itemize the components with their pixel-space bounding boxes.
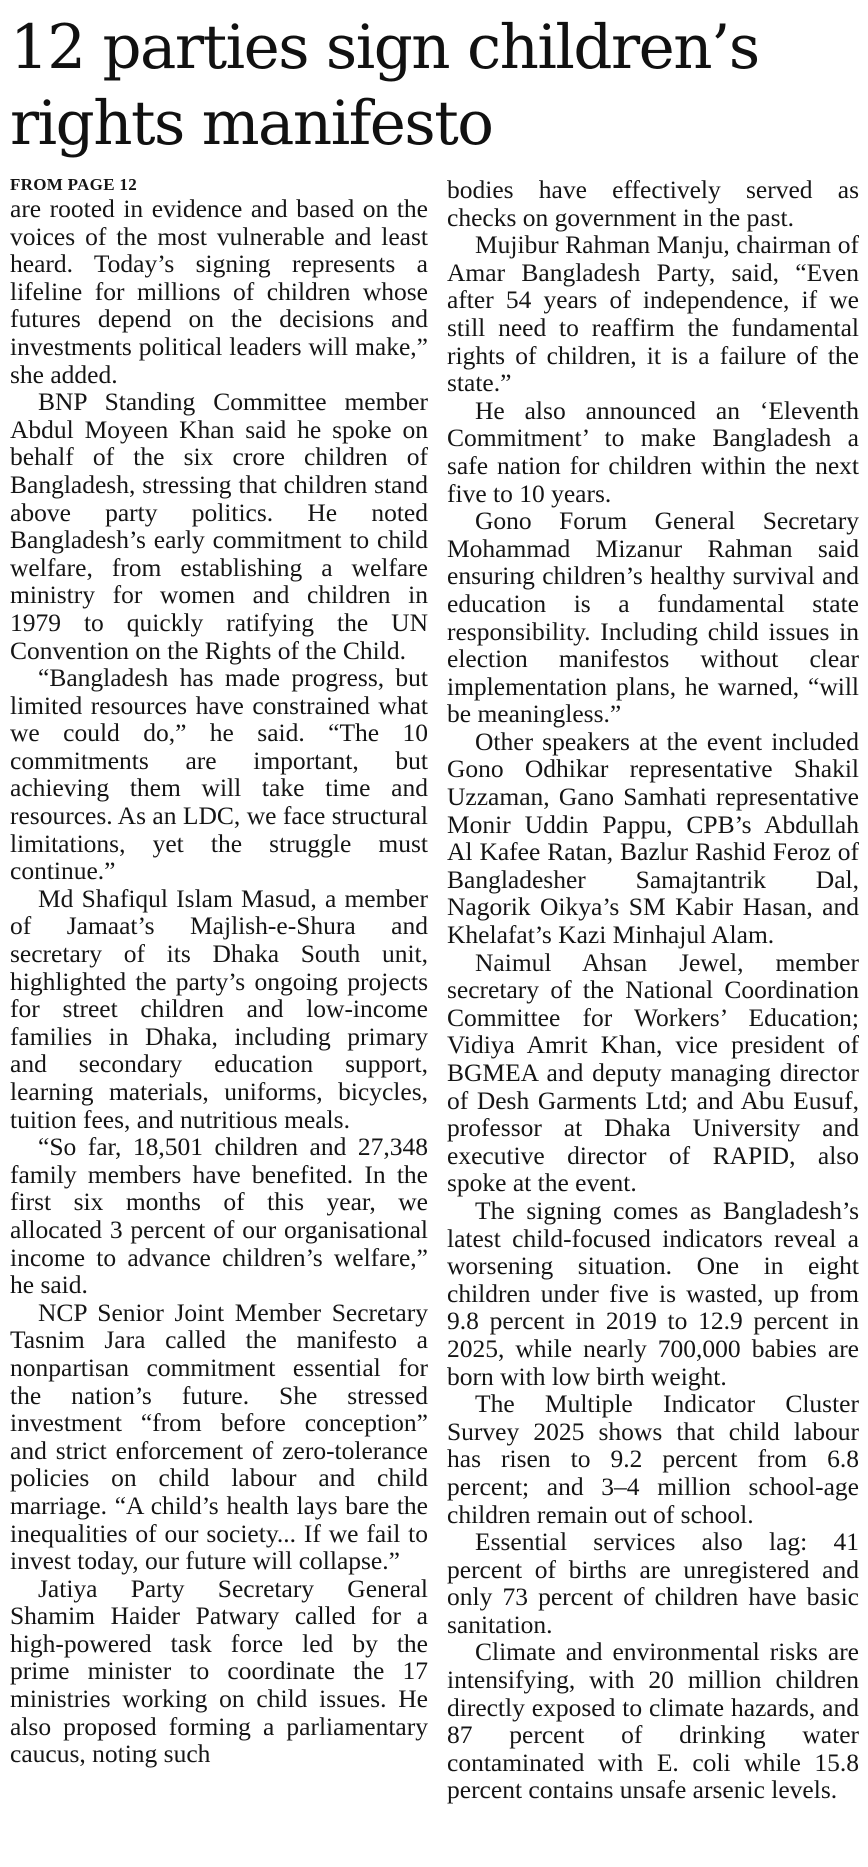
paragraph: bodies have effectively served as checks on government in the past. — [447, 175, 859, 232]
jump-label: FROM PAGE 12 — [10, 175, 137, 194]
paragraph: He also announced an ‘Eleventh Commitment’ to make Bangladesh a safe nation for children within the next five to 10 years. — [447, 395, 859, 508]
paragraph: Essential services also lag: 41 percent of births are unregistered and only 73 percent of children have basic sanitation. — [447, 1527, 859, 1639]
paragraph: “So far, 18,501 children and 27,348 family members have benefited. In the first six months of this year, we allocated 3 percent of our organisational income to advance children’s welfare,” he said. — [10, 1132, 428, 1300]
paragraph: Mujibur Rahman Manju, chairman of Amar Bangladesh Party, said, “Even after 54 years of independence, if we still need to reaffirm the fundamental rights of children, it is a failure of the state.” — [447, 230, 859, 398]
paragraph: Naimul Ahsan Jewel, member secretary of the National Coordination Committee for Workers’ Education; Vidiya Amrit Khan, vice president of BGMEA and deputy managing director of Desh Garments Ltd; and Abu Eusuf, professor at Dhaka University and executive director of RAPID, also spoke at the event. — [447, 947, 859, 1198]
paragraph: Jatiya Party Secretary General Shamim Haider Patwary called for a high-powered task force led by the prime minister to coordinate the 17 ministries working on child issues. He also proposed forming a parliamentary caucus, noting such — [10, 1573, 428, 1769]
paragraph: Md Shafiqul Islam Masud, a member of Jamaat’s Majlish-e-Shura and secretary of its Dhaka South unit, highlighted the party’s ongoing projects for street children and low-income families in Dhaka, including primary and secondary education support, learning materials, uniforms, bicycles, tuition fees, and nutritious meals. — [10, 883, 428, 1134]
paragraph: NCP Senior Joint Member Secretary Tasnim Jara called the manifesto a nonpartisan commitment essential for the nation’s future. She stressed investment “from before conception” and strict enforcement of zero-tolerance policies on child labour and child marriage. “A child’s health lays bare the inequalities of our society... If we fail to invest today, our future will collapse.” — [10, 1297, 428, 1576]
headline: 12 parties sign children’s rights manifesto — [10, 12, 759, 159]
paragraph: Gono Forum General Secretary Mohammad Mizanur Rahman said ensuring children’s healthy survival and education is a fundamental state responsibility. Including child issues in election manifestos without clear implementation plans, he warned, “will be meaningless.” — [447, 506, 859, 729]
paragraph: The signing comes as Bangladesh’s latest child-focused indicators reveal a worsening situation. One in eight children under five is wasted, up from 9.8 percent in 2019 to 12.9 percent in 2025, while nearly 700,000 babies are born with low birth weight. — [447, 1195, 859, 1391]
paragraph: are rooted in evidence and based on the voices of the most vulnerable and least heard. Today’s signing represents a lifeline for millions of children whose futures depend on the decisions and investments political leaders will make,” she added. — [10, 194, 428, 389]
paragraph: The Multiple Indicator Cluster Survey 2025 shows that child labour has risen to 9.2 percent from 6.8 percent; and 3–4 million school-age children remain out of school. — [447, 1389, 859, 1529]
paragraph: Other speakers at the event included Gono Odhikar representative Shakil Uzzaman, Gano Samhati representative Monir Uddin Pappu, CPB’s Abdullah Al Kafee Ratan, Bazlur Rashid Feroz of Bangladesher Samajtantrik Dal, Nagorik Oikya’s SM Kabir Hasan, and Khelafat’s Kazi Minhajul Alam. — [447, 726, 859, 950]
paragraph: Climate and environmental risks are intensifying, with 20 million children directly exposed to climate hazards, and 87 percent of drinking water contaminated with E. coli while 15.8 percent contains unsafe arsenic levels. — [447, 1637, 859, 1805]
paragraph: BNP Standing Committee member Abdul Moyeen Khan said he spoke on behalf of the six crore children of Bangladesh, stressing that children stand above party politics. He noted Bangladesh’s early commitment to child welfare, from establishing a welfare ministry for women and children in 1979 to quickly ratifying the UN Convention on the Rights of the Child. — [10, 387, 428, 665]
right-column — [447, 176, 859, 1804]
paragraph: “Bangladesh has made progress, but limited resources have constrained what we could do,” he said. “The 10 commitments are important, but achieving them will take time and resources. As an LDC, we face structural limitations, yet the struggle must continue.” — [10, 663, 428, 886]
left-column — [10, 176, 428, 1768]
